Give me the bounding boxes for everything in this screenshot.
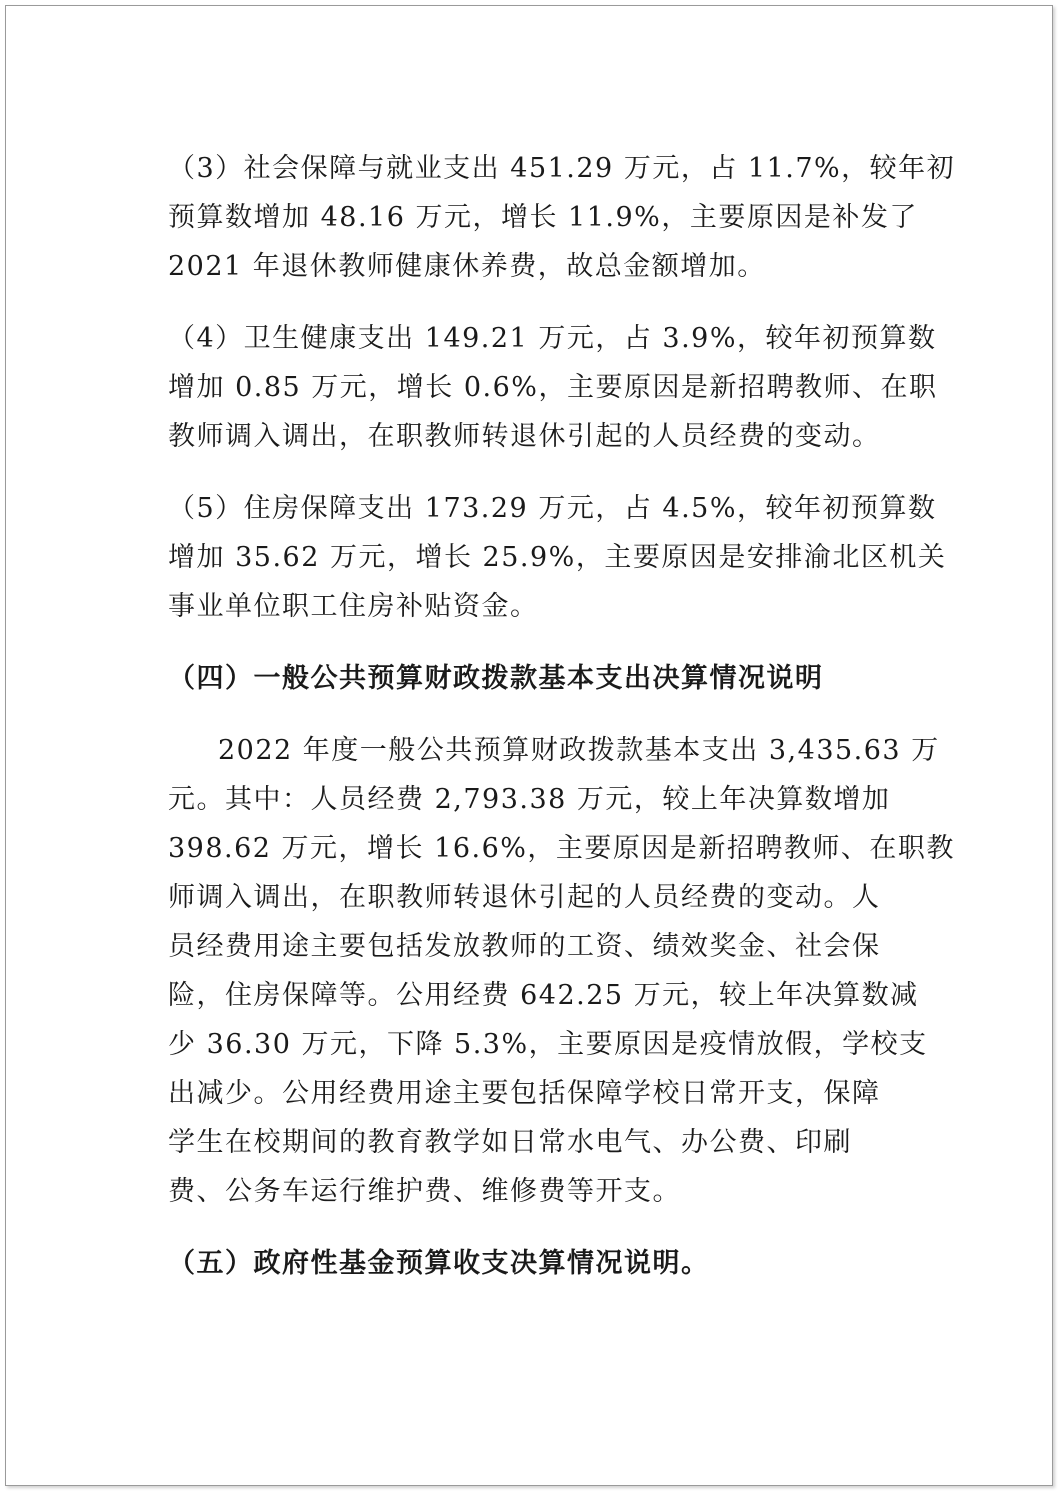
text-line: 2021 年退休教师健康休养费，故总金额增加。 [168,251,766,282]
text-line: 事业单位职工住房补贴资金。 [168,591,539,622]
text-line: 预算数增加 48.16 万元，增长 11.9%，主要原因是补发了 [168,202,918,233]
paragraph-basic-expenditure [168,726,955,1216]
text-line: （3）社会保障与就业支出 451.29 万元，占 11.7%，较年初 [168,153,956,184]
text-line: 398.62 万元，增长 16.6%，主要原因是新招聘教师、在职教 [168,833,955,864]
text-line: （5）住房保障支出 173.29 万元，占 4.5%，较年初预算数 [168,493,937,524]
text-line: （4）卫生健康支出 149.21 万元，占 3.9%，较年初预算数 [168,323,937,354]
paragraph-health [168,314,938,461]
text-line: 出减少。公用经费用途主要包括保障学校日常开支，保障 [168,1078,881,1109]
text-line: 教师调入调出，在职教师转退休引起的人员经费的变动。 [168,421,881,452]
text-line: 险，住房保障等。公用经费 642.25 万元，较上年决算数减 [168,980,919,1011]
text-line: 员经费用途主要包括发放教师的工资、绩效奖金、社会保 [168,931,881,962]
text-line: 师调入调出，在职教师转退休引起的人员经费的变动。人 [168,882,881,913]
paragraph-social-security [168,144,956,291]
text-line: 增加 0.85 万元，增长 0.6%，主要原因是新招聘教师、在职 [168,372,938,403]
section-heading-5: （五）政府性基金预算收支决算情况说明。 [168,1248,710,1279]
text-line: 元。其中：人员经费 2,793.38 万元，较上年决算数增加 [168,784,891,815]
text-line: 学生在校期间的教育教学如日常水电气、办公费、印刷 [168,1127,852,1158]
document-page [5,5,1053,1486]
page-content [168,144,956,1311]
text-line: 少 36.30 万元，下降 5.3%，主要原因是疫情放假，学校支 [168,1029,928,1060]
text-line: 2022 年度一般公共预算财政拨款基本支出 3,435.63 万 [218,735,940,766]
text-line: 增加 35.62 万元，增长 25.9%，主要原因是安排渝北区机关 [168,542,947,573]
text-line: 费、公务车运行维护费、维修费等开支。 [168,1176,681,1207]
paragraph-housing [168,484,947,631]
section-heading-4: （四）一般公共预算财政拨款基本支出决算情况说明 [168,663,824,694]
